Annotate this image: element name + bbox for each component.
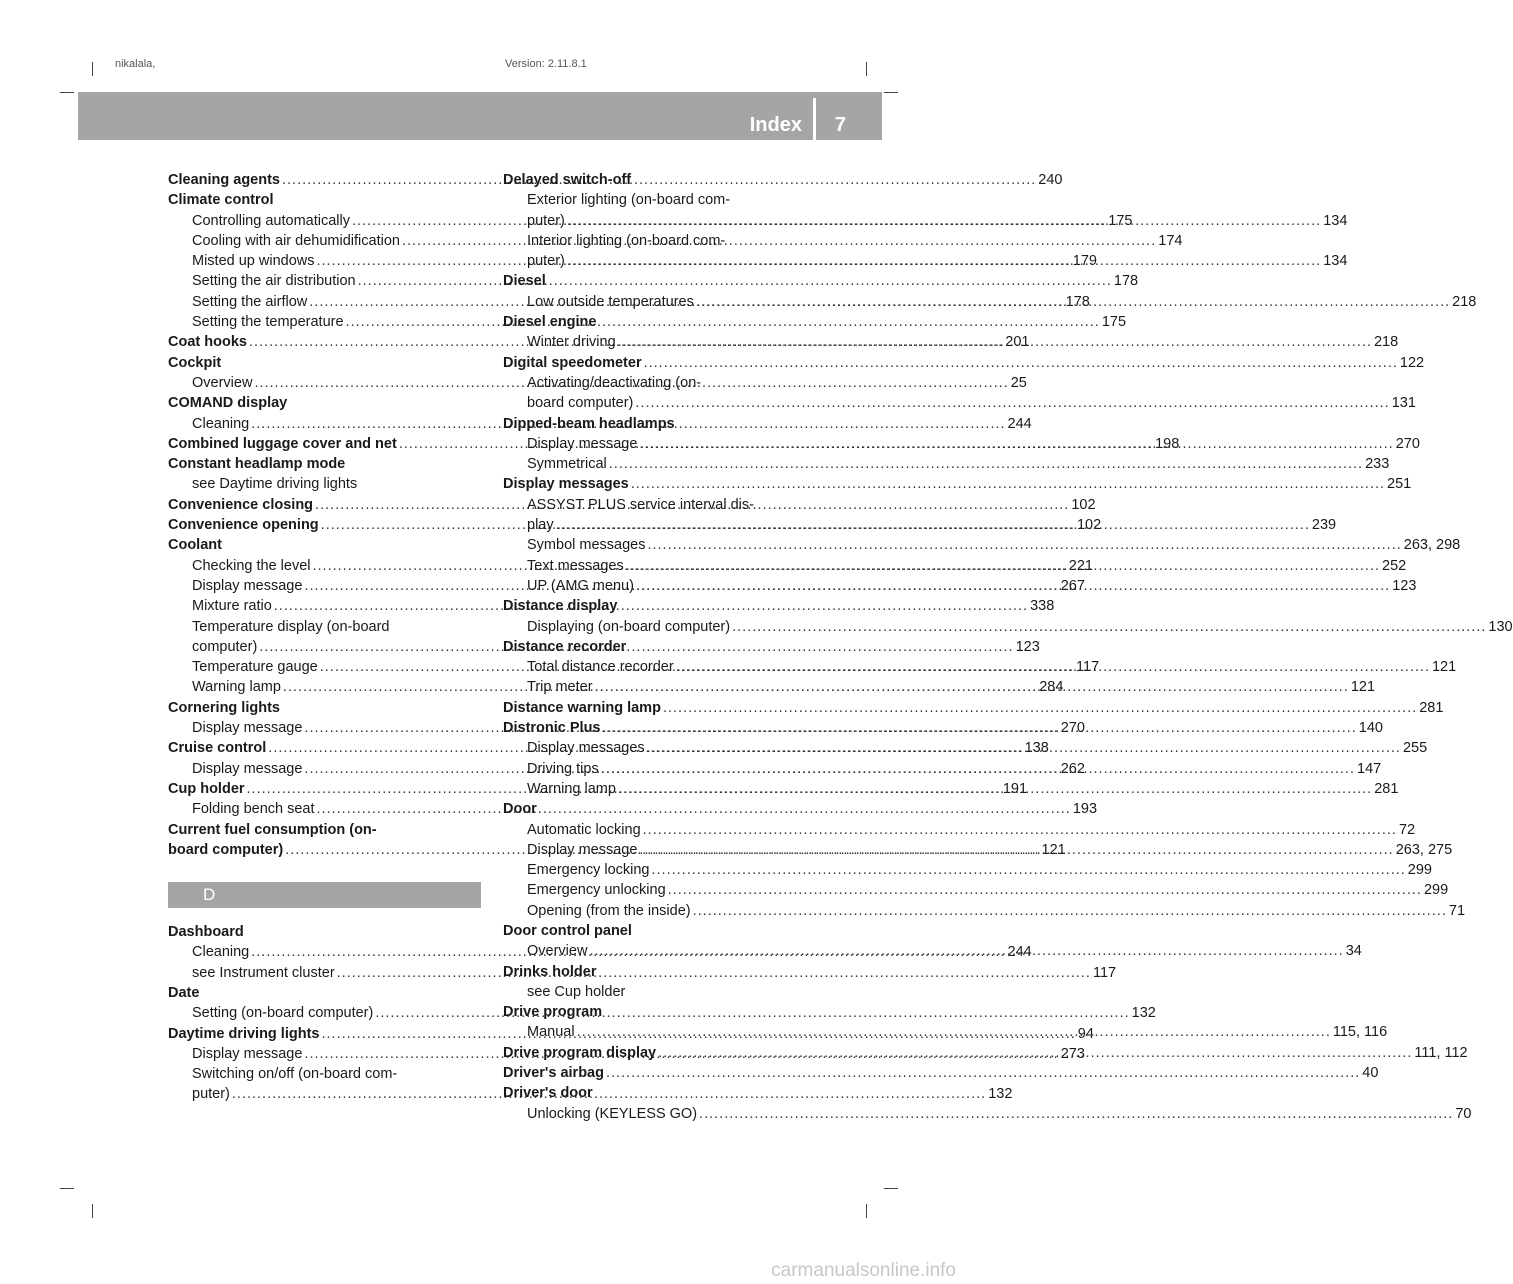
- entry-label: see Instrument cluster: [192, 964, 335, 981]
- index-heading: Driver's door: [503, 1085, 593, 1102]
- index-heading: Distance recorder: [503, 638, 627, 655]
- page-reference: 284: [1039, 679, 1064, 696]
- entry-label: Digital speedometer: [503, 354, 642, 371]
- index-subentry-text: see Daytime driving lights: [192, 476, 358, 493]
- index-heading: Diesel: [503, 273, 546, 290]
- entry-label: Trip meter: [527, 679, 593, 696]
- dot-leader: [658, 1043, 1412, 1063]
- page-reference: 175: [1108, 212, 1133, 229]
- dot-leader: [639, 840, 1393, 860]
- index-subentry-text: see Cup holder: [527, 983, 626, 1000]
- index-entry: [503, 474, 1412, 494]
- index-heading: Diesel engine: [503, 314, 597, 331]
- index-subentry: [503, 535, 1461, 555]
- entry-label: Cleaning agents: [168, 172, 280, 188]
- page-reference: 281: [1419, 699, 1444, 716]
- entry-label: Symbol messages: [527, 537, 646, 554]
- print-info-left: nikalala,: [115, 58, 156, 70]
- entry-label: Combined luggage cover and net: [168, 435, 397, 452]
- index-subentry: [503, 1104, 1472, 1124]
- entry-label: Display message: [192, 720, 303, 737]
- entry-label: Cooling with air dehumidification: [192, 232, 400, 249]
- index-subentry: [503, 901, 1466, 921]
- dot-leader: [693, 901, 1447, 921]
- dot-leader: [696, 292, 1450, 312]
- page-reference: 94: [1077, 1025, 1094, 1042]
- index-subentry-text: ASSYST PLUS service interval dis-: [527, 496, 754, 513]
- page-reference: 263, 298: [1403, 537, 1461, 554]
- dot-leader: [618, 332, 1372, 352]
- index-entry: [503, 1063, 1379, 1083]
- dot-leader: [606, 1063, 1360, 1083]
- dot-leader: [603, 718, 1357, 738]
- page-reference: 34: [1345, 943, 1362, 960]
- index-subentry-text: Temperature display (on-board: [192, 618, 390, 635]
- entry-label: Cruise control: [168, 740, 267, 757]
- page-reference: 218: [1373, 334, 1399, 351]
- entry-label: Display message: [192, 1045, 303, 1062]
- dot-leader: [676, 657, 1430, 677]
- entry-label: Driver's airbag: [503, 1065, 604, 1082]
- dot-leader: [636, 576, 1390, 596]
- entry-label: Setting the air distribution: [192, 273, 356, 290]
- index-heading: Door control panel: [503, 922, 632, 939]
- page-reference: 115, 116: [1332, 1024, 1388, 1041]
- page-reference: 102: [1071, 496, 1096, 513]
- index-subentry-text: Switching on/off (on-board com-: [192, 1066, 398, 1083]
- dot-leader: [647, 738, 1401, 758]
- dot-leader: [618, 779, 1372, 799]
- entry-label: UP (AMG menu): [527, 577, 634, 594]
- dot-leader: [699, 1104, 1453, 1124]
- crop-mark: [60, 92, 74, 93]
- index-subentry: [503, 880, 1449, 900]
- page-title: Index: [749, 114, 802, 136]
- page-reference: 131: [1391, 395, 1416, 412]
- page-reference: 178: [1113, 273, 1139, 290]
- entry-label: Total distance recorder: [527, 659, 674, 676]
- crop-mark: [866, 1204, 867, 1218]
- page-reference: 70: [1455, 1105, 1472, 1122]
- entry-label: Distance warning lamp: [503, 699, 661, 716]
- entry-label: computer): [192, 638, 258, 655]
- index-heading: COMAND display: [168, 395, 288, 412]
- page-reference: 263, 275: [1395, 841, 1453, 858]
- entry-label: Display message: [192, 577, 303, 594]
- entry-label: Cleaning: [192, 415, 250, 432]
- dot-leader: [595, 677, 1349, 697]
- entry-label: Cup holder: [168, 780, 245, 797]
- index-entry: [503, 698, 1444, 718]
- dot-leader: [635, 393, 1389, 413]
- entry-label: Setting (on-board computer): [192, 1005, 374, 1022]
- index-subentry-text: Activating/deactivating (on-: [527, 374, 702, 391]
- entry-label: Setting the airflow: [192, 293, 308, 310]
- page-header: [78, 92, 882, 140]
- page-reference: 71: [1448, 902, 1466, 919]
- index-heading: Door: [503, 801, 537, 818]
- page-reference: 134: [1323, 212, 1348, 229]
- page-reference: 178: [1065, 293, 1090, 310]
- crop-mark: [60, 1188, 74, 1189]
- entry-label: Distronic Plus: [503, 720, 601, 737]
- header-divider: [813, 98, 816, 140]
- page-reference: 123: [1392, 577, 1417, 594]
- page-reference: 40: [1362, 1065, 1379, 1082]
- page-reference: 25: [1010, 374, 1027, 391]
- entry-label: Drive program display: [503, 1044, 657, 1061]
- page-reference: 255: [1402, 740, 1428, 757]
- entry-label: Folding bench seat: [192, 801, 315, 818]
- page-reference: 240: [1038, 172, 1063, 188]
- index-subentry: [503, 617, 1513, 637]
- entry-label: Warning lamp: [192, 679, 281, 696]
- page-reference: 252: [1382, 557, 1407, 574]
- dot-leader: [556, 515, 1310, 535]
- index-subentry: [503, 820, 1416, 840]
- page-reference: 123: [1015, 638, 1040, 655]
- letter-section-header: [168, 882, 481, 908]
- dot-leader: [589, 941, 1343, 961]
- entry-label: Low outside temperatures: [527, 293, 694, 310]
- page-number: 7: [834, 114, 846, 136]
- entry-label: puter): [192, 1086, 230, 1103]
- page-reference: 251: [1387, 476, 1412, 493]
- index-heading: Current fuel consumption (on-: [168, 821, 377, 838]
- entry-label: Displaying (on-board computer): [527, 618, 731, 635]
- page-reference: 138: [1024, 740, 1049, 757]
- entry-label: Display message: [192, 760, 303, 777]
- page-reference: 179: [1072, 253, 1097, 270]
- dot-leader: [631, 474, 1385, 494]
- page-reference: 338: [1030, 598, 1055, 615]
- entry-label: Checking the level: [192, 557, 311, 574]
- page-reference: 218: [1452, 293, 1477, 310]
- page-reference: 117: [1092, 964, 1117, 981]
- index-subentry: [503, 860, 1432, 880]
- entry-label: puter): [527, 212, 565, 229]
- entry-label: Driving tips: [527, 760, 599, 777]
- page-reference: 132: [988, 1086, 1013, 1103]
- index-subentry-text: Interior lighting (on-board com-: [527, 232, 726, 249]
- entry-label: Convenience closing: [168, 496, 314, 513]
- dot-leader: [609, 454, 1363, 474]
- entry-label: Misted up windows: [192, 253, 315, 270]
- entry-label: Manual: [527, 1024, 575, 1041]
- entry-label: board computer): [527, 395, 634, 412]
- section-letter: D: [203, 885, 216, 905]
- page-reference: 130: [1488, 618, 1513, 635]
- dot-leader: [652, 860, 1406, 880]
- page-reference: 239: [1311, 517, 1337, 534]
- page-reference: 281: [1374, 780, 1399, 797]
- index-entry: [503, 353, 1425, 373]
- page-reference: 270: [1395, 435, 1420, 452]
- page-reference: 201: [1005, 334, 1030, 351]
- entry-label: Controlling automatically: [192, 212, 350, 229]
- page-reference: 299: [1407, 862, 1432, 879]
- entry-label: Display message: [527, 841, 638, 858]
- page-reference: 147: [1357, 760, 1382, 777]
- dot-leader: [567, 251, 1321, 271]
- entry-label: Setting the temperature: [192, 314, 344, 331]
- page-reference: 72: [1398, 821, 1416, 838]
- entry-label: Display messages: [503, 476, 629, 493]
- index-heading: Cockpit: [168, 354, 222, 371]
- page-reference: 134: [1323, 253, 1348, 270]
- page-reference: 121: [1041, 841, 1066, 858]
- dot-leader: [644, 353, 1398, 373]
- index-heading: Dipped-beam headlamps: [503, 415, 675, 432]
- page-reference: 191: [1002, 780, 1028, 797]
- page-reference: 121: [1431, 659, 1457, 676]
- dot-leader: [577, 1022, 1331, 1042]
- page-reference: 140: [1358, 720, 1383, 737]
- page-reference: 122: [1399, 354, 1425, 371]
- watermark: carmanualsonline.info: [771, 1260, 956, 1281]
- page-reference: 102: [1076, 517, 1102, 534]
- dot-leader: [647, 535, 1401, 555]
- entry-label: puter): [527, 253, 565, 270]
- dot-leader: [639, 434, 1393, 454]
- index-heading: Distance display: [503, 598, 618, 615]
- index-subentry: [503, 454, 1390, 474]
- page-reference: 270: [1060, 720, 1085, 737]
- print-info-strip: [0, 56, 960, 74]
- page-reference: 193: [1072, 801, 1098, 818]
- page-reference: 174: [1158, 232, 1183, 249]
- page-reference: 244: [1007, 415, 1032, 432]
- page-reference: 273: [1060, 1045, 1085, 1062]
- crop-mark: [92, 1204, 93, 1218]
- page-reference: 111, 112: [1414, 1044, 1468, 1061]
- entry-label: Automatic locking: [527, 821, 641, 838]
- page-reference: 233: [1365, 456, 1390, 473]
- entry-label: Emergency locking: [527, 862, 650, 879]
- page-reference: 198: [1155, 435, 1180, 452]
- index-heading: Constant headlamp mode: [168, 456, 346, 473]
- page-reference: 121: [1350, 679, 1376, 696]
- index-heading: Dashboard: [168, 924, 244, 941]
- page-reference: 221: [1068, 557, 1093, 574]
- index-subentry: [503, 393, 1416, 413]
- index-heading: Delayed switch-off: [503, 172, 632, 188]
- entry-label: Overview: [527, 943, 588, 960]
- entry-label: Daytime driving lights: [168, 1025, 320, 1042]
- page-reference: 267: [1060, 577, 1085, 594]
- entry-label: Winter driving: [527, 334, 616, 351]
- page-reference: 117: [1076, 659, 1100, 676]
- index-heading: Drinks holder: [503, 963, 597, 980]
- entry-label: Text messages: [527, 557, 624, 574]
- dot-leader: [668, 880, 1422, 900]
- dot-leader: [567, 211, 1321, 231]
- dot-leader: [663, 698, 1417, 718]
- entry-label: Display messages: [527, 740, 645, 757]
- entry-label: Coat hooks: [168, 334, 247, 351]
- entry-label: Symmetrical: [527, 456, 607, 473]
- index-heading: Coolant: [168, 537, 222, 554]
- entry-label: Temperature gauge: [192, 659, 318, 676]
- entry-label: Warning lamp: [527, 780, 616, 797]
- index-heading: Date: [168, 984, 200, 1001]
- index-heading: Drive program: [503, 1004, 603, 1021]
- entry-label: board computer): [168, 841, 284, 858]
- page-reference: 132: [1131, 1005, 1156, 1022]
- page-reference: 244: [1007, 944, 1032, 961]
- entry-label: Opening (from the inside): [527, 902, 691, 919]
- crop-mark: [884, 92, 898, 93]
- page-reference: 262: [1060, 760, 1085, 777]
- entry-label: Mixture ratio: [192, 598, 272, 615]
- entry-label: Overview: [192, 374, 253, 391]
- page-reference: 299: [1423, 882, 1449, 899]
- entry-label: Convenience opening: [168, 517, 319, 534]
- entry-label: Cleaning: [192, 944, 250, 961]
- entry-label: play: [527, 517, 554, 534]
- dot-leader: [626, 556, 1380, 576]
- entry-label: Emergency unlocking: [527, 882, 666, 899]
- entry-label: Unlocking (KEYLESS GO): [527, 1105, 698, 1122]
- index-heading: Climate control: [168, 192, 274, 209]
- dot-leader: [601, 759, 1355, 779]
- index-subentry-text: Exterior lighting (on-board com-: [527, 192, 731, 209]
- entry-label: Display message: [527, 435, 638, 452]
- crop-mark: [884, 1188, 898, 1189]
- index-heading: Cornering lights: [168, 699, 280, 716]
- print-info-right: Version: 2.11.8.1: [505, 58, 587, 70]
- dot-leader: [732, 617, 1486, 637]
- dot-leader: [643, 820, 1397, 840]
- page-reference: 175: [1101, 314, 1127, 331]
